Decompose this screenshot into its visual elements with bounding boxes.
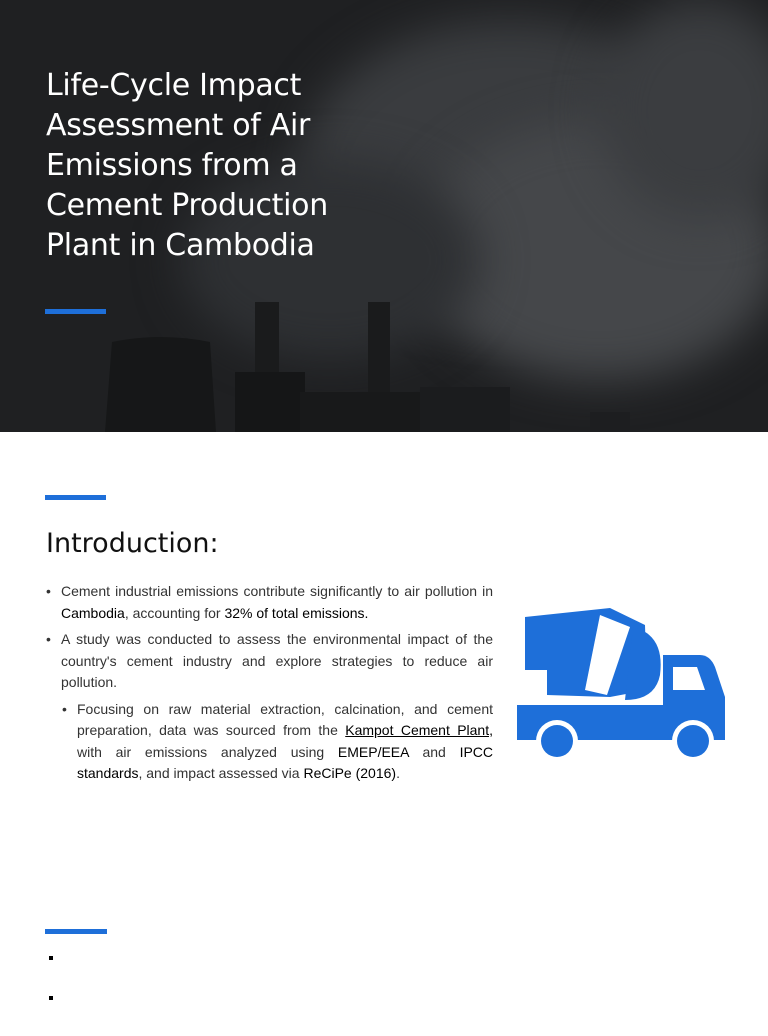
bullet-text: with air emissions analyzed using bbox=[77, 743, 338, 760]
bullet-text: . bbox=[396, 765, 400, 781]
bullet-marker bbox=[49, 996, 53, 1000]
kampot-cement-plant-link[interactable]: Kampot Cement Plant, bbox=[345, 722, 493, 738]
highlight-text: ReCiPe (2016) bbox=[303, 765, 397, 781]
bullet-text: , and impact assessed via bbox=[138, 765, 304, 781]
bullet-marker bbox=[49, 956, 53, 960]
list-item bbox=[46, 629, 493, 694]
highlight-text: 32% of total emissions. bbox=[224, 604, 369, 621]
accent-bar bbox=[45, 929, 107, 934]
intro-bullet-list bbox=[46, 581, 493, 790]
list-item bbox=[62, 699, 493, 785]
highlight-text: Cambodia bbox=[61, 604, 125, 621]
bullet-text: Focusing on raw material extraction, calcination, and cement preparation, data was sourced from the bbox=[77, 700, 493, 738]
hero-banner bbox=[0, 0, 768, 432]
presentation-title: Life-Cycle Impact Assessment of Air Emissions from a Cement Production Plant in Cambodia bbox=[46, 68, 328, 263]
bullet-text: and bbox=[408, 743, 460, 760]
bullet-text: A study was conducted to assess the environmental impact of the country's cement industry and explore strategies to reduce air pollution. bbox=[61, 631, 493, 690]
list-item bbox=[46, 581, 493, 624]
empty-bullet-list bbox=[49, 946, 53, 1036]
bullet-text: Cement industrial emissions contribute significantly to air pollution in bbox=[61, 583, 493, 599]
accent-bar bbox=[45, 495, 106, 500]
accent-bar bbox=[45, 309, 106, 314]
cement-mixer-truck-icon bbox=[515, 605, 727, 760]
highlight-text: EMEP/EEA bbox=[337, 743, 409, 760]
bullet-text: , accounting for bbox=[124, 604, 225, 621]
section-heading: Introduction: bbox=[46, 528, 219, 559]
highlight-text: IPCC standards bbox=[77, 743, 494, 781]
